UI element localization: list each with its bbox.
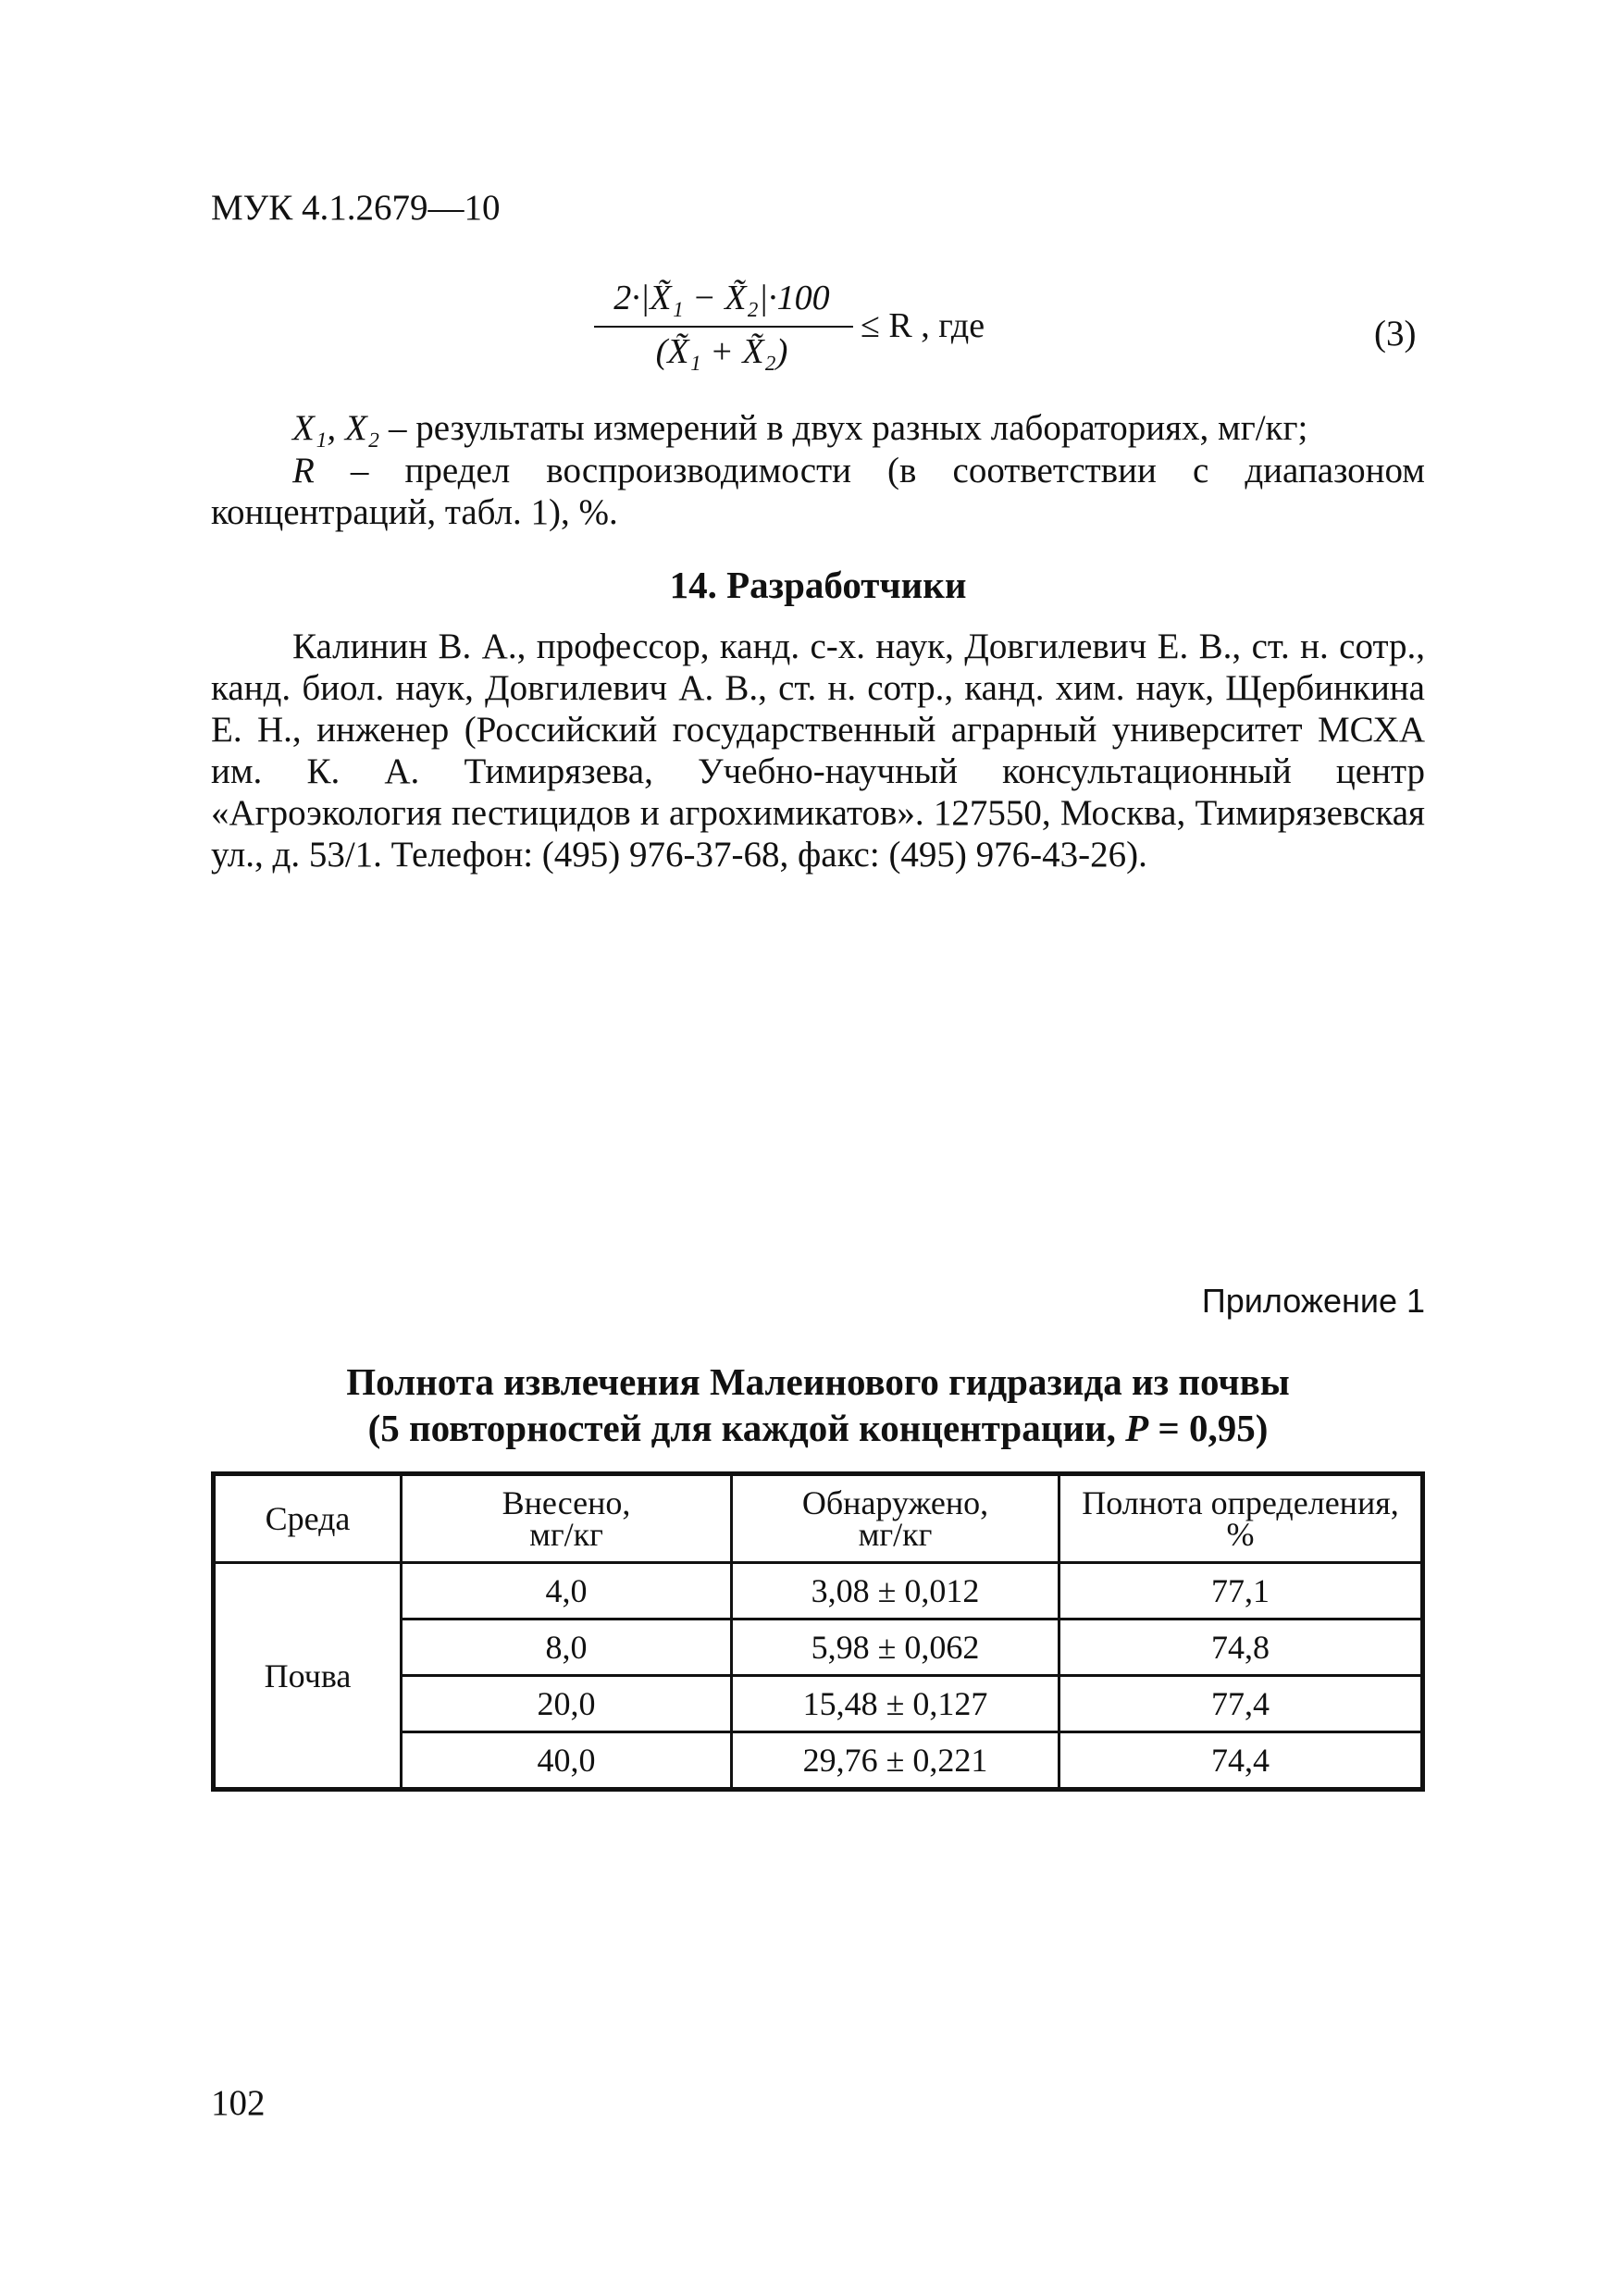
definition-x bbox=[211, 407, 1425, 449]
recovery-table bbox=[211, 1471, 1425, 1792]
cell-added: 40,0 bbox=[402, 1732, 732, 1790]
cell-added: 4,0 bbox=[402, 1563, 732, 1620]
recovery-table-wrapper bbox=[211, 1471, 1425, 1792]
page-number: 102 bbox=[211, 2083, 266, 2123]
cell-medium: Почва bbox=[214, 1563, 402, 1790]
formula-number: (3) bbox=[1374, 314, 1417, 354]
section-14-heading: 14. Разработчики bbox=[669, 564, 967, 606]
table-title-line-2 bbox=[211, 1405, 1425, 1451]
table-title-line-2-prefix: (5 повторностей для каждой концентрации, bbox=[367, 1407, 1126, 1449]
definition-x-text: – результаты измерений в двух разных лабораториях, мг/кг; bbox=[379, 408, 1308, 448]
header-found bbox=[732, 1474, 1059, 1563]
definition-r bbox=[211, 450, 1425, 533]
fraction-bar bbox=[594, 326, 853, 328]
header-found-line-2: мг/кг bbox=[858, 1516, 933, 1553]
header-recovery-line-2: % bbox=[1226, 1516, 1255, 1553]
header-recovery bbox=[1059, 1474, 1423, 1563]
document-code: МУК 4.1.2679—10 bbox=[211, 188, 501, 228]
cell-found: 15,48 ± 0,127 bbox=[732, 1676, 1059, 1732]
cell-added: 20,0 bbox=[402, 1676, 732, 1732]
formula-3 bbox=[592, 278, 1018, 398]
cell-recovery: 74,8 bbox=[1059, 1620, 1423, 1676]
cell-added: 8,0 bbox=[402, 1620, 732, 1676]
table-title-p-var: P bbox=[1125, 1407, 1149, 1449]
table-title bbox=[211, 1359, 1425, 1451]
definition-x-vars: X₁, X₂ bbox=[292, 408, 380, 448]
cell-recovery: 74,4 bbox=[1059, 1732, 1423, 1790]
table-title-line-2-suffix: = 0,95) bbox=[1148, 1407, 1269, 1449]
header-added-line-2: мг/кг bbox=[529, 1516, 603, 1553]
cell-recovery: 77,4 bbox=[1059, 1676, 1423, 1732]
header-medium: Среда bbox=[214, 1474, 402, 1563]
cell-found: 5,98 ± 0,062 bbox=[732, 1620, 1059, 1676]
formula-denominator: (X̃₁ + X̃₂) bbox=[655, 332, 788, 371]
header-added bbox=[402, 1474, 732, 1563]
table-header-row bbox=[214, 1474, 1423, 1563]
formula-condition: ≤ R , где bbox=[861, 306, 985, 345]
header-recovery-line-1: Полнота определения, bbox=[1082, 1484, 1399, 1521]
header-added-line-1: Внесено, bbox=[502, 1484, 631, 1521]
cell-found: 3,08 ± 0,012 bbox=[732, 1563, 1059, 1620]
table-title-line-1: Полнота извлечения Малеинового гидразида из почвы bbox=[346, 1360, 1290, 1403]
cell-found: 29,76 ± 0,221 bbox=[732, 1732, 1059, 1790]
header-found-line-1: Обнаружено, bbox=[801, 1484, 989, 1521]
formula-numerator: 2·|X̃₁ − X̃₂|·100 bbox=[613, 279, 830, 317]
appendix-label: Приложение 1 bbox=[1201, 1282, 1425, 1320]
developers-paragraph: Калинин В. А., профессор, канд. с-х. наук, Довгилевич Е. В., ст. н. сотр., канд. биол. наук, Довгилевич А. В., ст. н. сотр., канд. хим. наук, Щербинкина Е. Н., инженер (Российский государственный аграрный университет МСХА им. К. А. Тимирязева, Учебно-научный консультационный центр «Агроэкология пестицидов и агрохимикатов». 127550, Москва, Тимирязевская ул., д. 53/1. Телефон: (495) 976-37-68, факс: (495) 976-43-26). bbox=[211, 627, 1425, 875]
cell-recovery: 77,1 bbox=[1059, 1563, 1423, 1620]
table-row bbox=[214, 1563, 1423, 1620]
definition-r-text: – предел воспроизводимости (в соответствии с диапазоном концентраций, табл. 1), %. bbox=[211, 451, 1425, 532]
definition-r-var: R bbox=[292, 451, 315, 490]
